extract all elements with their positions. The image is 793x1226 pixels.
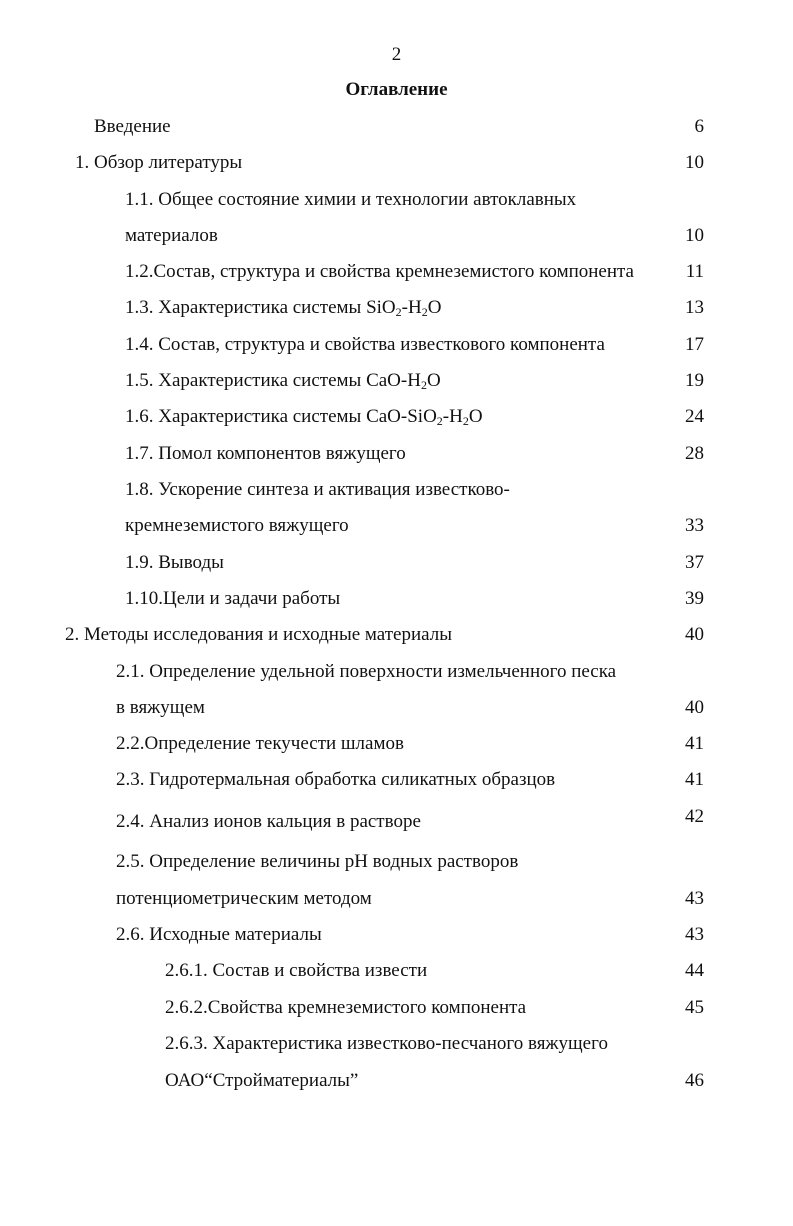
toc-entry-2: 2. Методы исследования и исходные материалы bbox=[65, 624, 452, 645]
toc-entry-1-6: 1.6. Характеристика системы CaO-$SiO_2-H_2O$ bbox=[125, 406, 483, 428]
toc-page-1-6: 24 bbox=[685, 406, 704, 427]
page-title: Оглавление bbox=[345, 79, 448, 100]
toc-entry-2-1-line2: в вяжущем bbox=[116, 697, 205, 718]
toc-entry-intro: Введение bbox=[94, 116, 171, 137]
toc-entry-2-5-line1: 2.5. Определение величины pH водных растворов bbox=[116, 851, 519, 872]
toc-entry-2-1-line1: 2.1. Определение удельной поверхности измельченного песка bbox=[116, 661, 617, 682]
toc-entry-1-4: 1.4. Состав, структура и свойства известкового компонента bbox=[125, 334, 605, 355]
toc-page-1-5: 19 bbox=[685, 370, 704, 391]
toc-page-2-6-2: 45 bbox=[685, 997, 704, 1018]
toc-page-1: 10 bbox=[685, 152, 704, 173]
toc-page-1-1: 10 bbox=[685, 225, 704, 246]
toc-entry-1-3: 1.3. Характеристика системы $SiO_2-H_2O$ bbox=[125, 297, 442, 319]
toc-page-1-8: 33 bbox=[685, 515, 704, 536]
toc-page-1-4: 17 bbox=[685, 334, 704, 355]
toc-entry-2-6-1: 2.6.1. Состав и свойства извести bbox=[165, 960, 428, 981]
toc-entry-2-6: 2.6. Исходные материалы bbox=[116, 924, 322, 945]
toc-page-2-3: 41 bbox=[685, 769, 704, 790]
toc-entry-2-6-3-line1: 2.6.3. Характеристика известково-песчаного вяжущего bbox=[165, 1033, 608, 1054]
toc-entry-2-4: 2.4. Анализ ионов кальция в растворе bbox=[116, 811, 421, 832]
toc-entry-1-8-line1: 1.8. Ускорение синтеза и активация известково- bbox=[125, 479, 510, 500]
toc-entry-1-7: 1.7. Помол компонентов вяжущего bbox=[125, 443, 406, 464]
toc-page-2-6: 43 bbox=[685, 924, 704, 945]
toc-page-2-1: 40 bbox=[685, 697, 704, 718]
toc-entry-2-5-line2: потенциометрическим методом bbox=[116, 888, 372, 909]
toc-entry-1-5: 1.5. Характеристика системы CaO-$H_2O$ bbox=[125, 370, 441, 392]
toc-entry-1-8-line2: кремнеземистого вяжущего bbox=[125, 515, 349, 536]
toc-entry-2-2: 2.2.Определение текучести шламов bbox=[116, 733, 404, 754]
toc-entry-1: 1. Обзор литературы bbox=[75, 152, 243, 173]
toc-page-intro: 6 bbox=[694, 116, 704, 137]
toc-entry-2-6-3-line2: ОАО“Стройматериалы” bbox=[165, 1070, 359, 1091]
toc-page-2-6-1: 44 bbox=[685, 960, 704, 981]
toc-page-2-5: 43 bbox=[685, 888, 704, 909]
toc-page-1-3: 13 bbox=[685, 297, 704, 318]
toc-page-2: 40 bbox=[685, 624, 704, 645]
page-number: 2 bbox=[391, 44, 402, 65]
toc-entry-1-2: 1.2.Состав, структура и свойства кремнеземистого компонента bbox=[125, 261, 634, 282]
toc-page-1-2: 11 bbox=[685, 261, 704, 282]
toc-page-2-6-3: 46 bbox=[685, 1070, 704, 1091]
toc-entry-1-10: 1.10.Цели и задачи работы bbox=[125, 588, 341, 609]
toc-entry-2-6-2: 2.6.2.Свойства кремнеземистого компонента bbox=[165, 997, 527, 1018]
toc-entry-1-1-line2: материалов bbox=[125, 225, 218, 246]
toc-page-1-10: 39 bbox=[685, 588, 704, 609]
toc-entry-1-9: 1.9. Выводы bbox=[125, 552, 224, 573]
toc-page-2-2: 41 bbox=[685, 733, 704, 754]
toc-entry-2-3: 2.3. Гидротермальная обработка силикатных образцов bbox=[116, 769, 556, 790]
toc-page-1-9: 37 bbox=[685, 552, 704, 573]
toc-page-2-4: 42 bbox=[685, 806, 704, 827]
toc-entry-1-1-line1: 1.1. Общее состояние химии и технологии автоклавных bbox=[125, 189, 577, 210]
toc-page-1-7: 28 bbox=[685, 443, 704, 464]
